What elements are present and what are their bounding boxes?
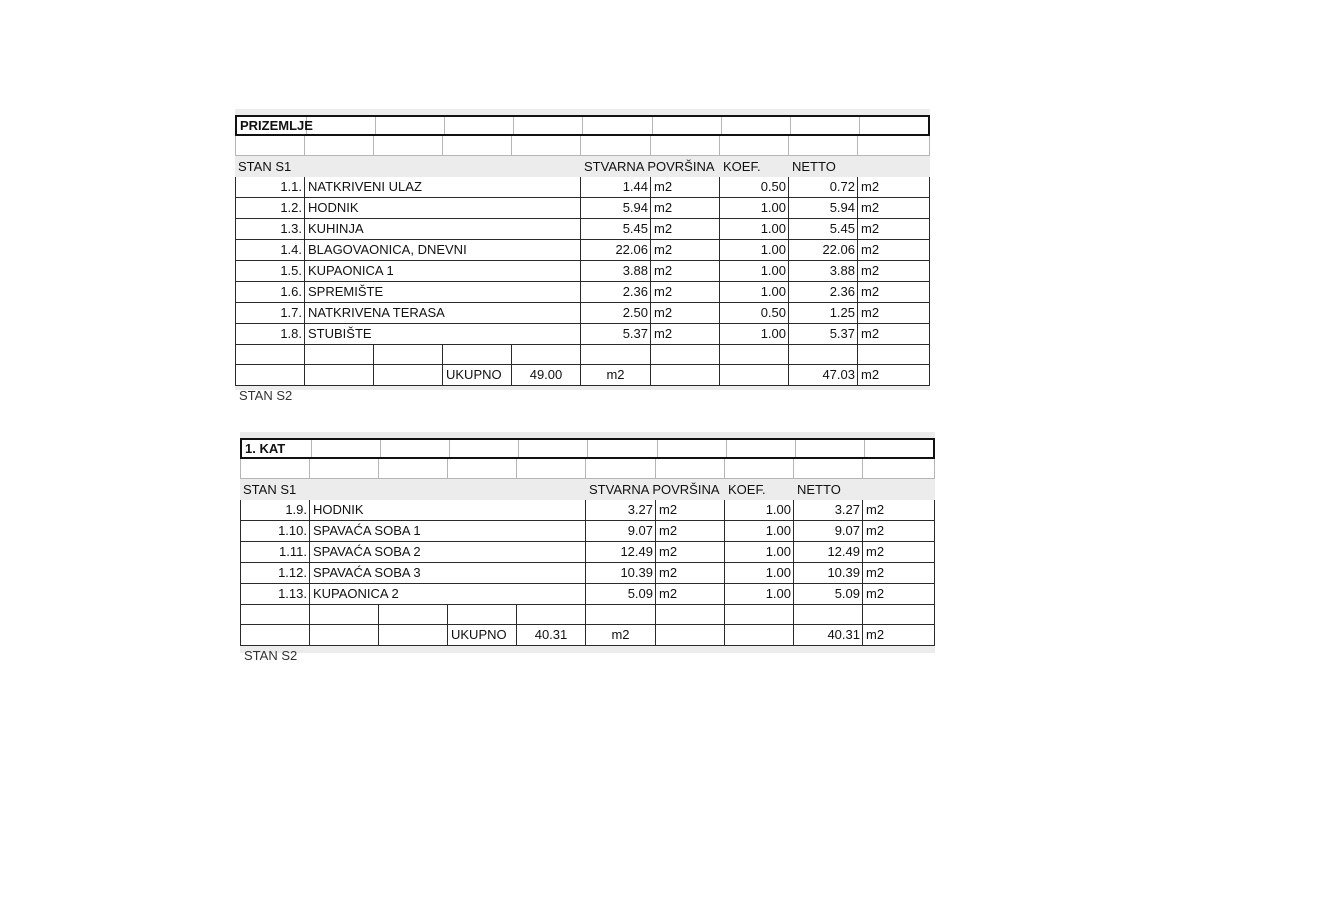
table-row — [235, 198, 930, 219]
room-area-unit: m2 — [651, 324, 720, 345]
room-number: 1.12. — [240, 563, 310, 584]
room-area: 1.44 — [581, 177, 651, 198]
total-area-unit: m2 — [581, 365, 651, 386]
room-area: 9.07 — [586, 521, 656, 542]
room-coefficient: 0.50 — [720, 177, 789, 198]
empty-row — [235, 345, 930, 365]
area-table-ground-floor — [235, 109, 930, 403]
table-row — [240, 500, 935, 521]
empty-cell — [863, 605, 935, 625]
room-area: 12.49 — [586, 542, 656, 563]
empty-cell — [379, 605, 448, 625]
total-label: UKUPNO — [448, 625, 517, 646]
empty-cell — [448, 459, 517, 479]
empty-cell — [312, 440, 381, 457]
header-actual-area: STVARNA POVRŠINA — [584, 159, 715, 174]
apartment-label: STAN S1 — [243, 482, 297, 497]
empty-cell — [863, 459, 935, 479]
header-coefficient: KOEF. — [728, 482, 766, 497]
empty-cell — [240, 605, 310, 625]
room-net-area: 9.07 — [794, 521, 863, 542]
empty-cell — [445, 117, 514, 134]
empty-cell — [720, 136, 789, 156]
room-net-area: 1.25 — [789, 303, 858, 324]
room-net-unit: m2 — [858, 198, 930, 219]
room-number: 1.9. — [240, 500, 310, 521]
empty-cell — [860, 117, 932, 134]
empty-cell — [305, 365, 374, 386]
empty-cell — [310, 625, 379, 646]
empty-cell — [727, 440, 796, 457]
empty-cell — [517, 605, 586, 625]
table-row — [235, 324, 930, 345]
room-area-unit: m2 — [656, 500, 725, 521]
room-net-area: 5.09 — [794, 584, 863, 605]
header-coefficient: KOEF. — [723, 159, 761, 174]
empty-cell — [583, 117, 653, 134]
room-area-unit: m2 — [651, 282, 720, 303]
table-row — [240, 521, 935, 542]
room-area: 2.36 — [581, 282, 651, 303]
empty-cell — [448, 605, 517, 625]
header-net: NETTO — [792, 159, 836, 174]
room-coefficient: 1.00 — [720, 198, 789, 219]
room-name: HODNIK — [305, 198, 581, 219]
room-area-unit: m2 — [651, 240, 720, 261]
empty-cell — [651, 365, 720, 386]
empty-cell — [656, 625, 725, 646]
empty-cell — [725, 625, 794, 646]
empty-cell — [653, 117, 722, 134]
blank-row — [240, 459, 935, 479]
column-header-row — [235, 156, 930, 177]
empty-cell — [789, 345, 858, 365]
empty-row — [240, 605, 935, 625]
empty-cell — [796, 440, 865, 457]
empty-cell — [519, 440, 588, 457]
room-coefficient: 1.00 — [725, 500, 794, 521]
apartment-label: STAN S1 — [238, 159, 292, 174]
room-area-unit: m2 — [651, 177, 720, 198]
empty-cell — [720, 365, 789, 386]
total-net-unit: m2 — [863, 625, 935, 646]
empty-cell — [443, 136, 512, 156]
table-row — [235, 219, 930, 240]
empty-cell — [512, 136, 581, 156]
room-net-unit: m2 — [858, 219, 930, 240]
total-area: 40.31 — [517, 625, 586, 646]
header-net: NETTO — [797, 482, 841, 497]
next-apartment-label-cutoff: STAN S2 — [244, 648, 298, 663]
room-area: 10.39 — [586, 563, 656, 584]
empty-cell — [305, 136, 374, 156]
empty-cell — [651, 136, 720, 156]
room-number: 1.2. — [235, 198, 305, 219]
table-title: PRIZEMLJE — [237, 117, 307, 134]
table-row — [240, 563, 935, 584]
room-coefficient: 0.50 — [720, 303, 789, 324]
table-row — [235, 177, 930, 198]
room-area: 22.06 — [581, 240, 651, 261]
room-name: BLAGOVAONICA, DNEVNI — [305, 240, 581, 261]
table-title: 1. KAT — [242, 440, 312, 457]
table-row — [235, 261, 930, 282]
total-area: 49.00 — [512, 365, 581, 386]
empty-cell — [658, 440, 727, 457]
table-row — [240, 542, 935, 563]
total-area-unit: m2 — [586, 625, 656, 646]
empty-cell — [305, 345, 374, 365]
room-number: 1.11. — [240, 542, 310, 563]
room-name: KUHINJA — [305, 219, 581, 240]
empty-cell — [517, 459, 586, 479]
empty-cell — [235, 345, 305, 365]
room-net-area: 12.49 — [794, 542, 863, 563]
room-net-unit: m2 — [858, 240, 930, 261]
header-actual-area: STVARNA POVRŠINA — [589, 482, 720, 497]
total-row — [235, 365, 930, 386]
room-area-unit: m2 — [656, 521, 725, 542]
empty-cell — [443, 345, 512, 365]
room-net-area: 22.06 — [789, 240, 858, 261]
room-area-unit: m2 — [651, 198, 720, 219]
empty-cell — [722, 117, 791, 134]
room-coefficient: 1.00 — [720, 324, 789, 345]
room-coefficient: 1.00 — [725, 542, 794, 563]
room-number: 1.3. — [235, 219, 305, 240]
empty-cell — [586, 605, 656, 625]
room-area-unit: m2 — [656, 584, 725, 605]
room-net-unit: m2 — [863, 521, 935, 542]
room-area-unit: m2 — [651, 303, 720, 324]
empty-cell — [376, 117, 445, 134]
room-number: 1.5. — [235, 261, 305, 282]
empty-cell — [725, 605, 794, 625]
table-row — [240, 584, 935, 605]
empty-cell — [865, 440, 937, 457]
room-coefficient: 1.00 — [725, 584, 794, 605]
room-number: 1.7. — [235, 303, 305, 324]
empty-cell — [581, 345, 651, 365]
table-row — [235, 282, 930, 303]
next-apartment-label-cutoff: STAN S2 — [239, 388, 293, 403]
room-net-unit: m2 — [863, 542, 935, 563]
empty-cell — [588, 440, 658, 457]
total-net-area: 40.31 — [794, 625, 863, 646]
room-coefficient: 1.00 — [720, 219, 789, 240]
table-title-row — [235, 115, 930, 136]
empty-cell — [450, 440, 519, 457]
room-name: HODNIK — [310, 500, 586, 521]
room-area-unit: m2 — [656, 563, 725, 584]
room-name: SPAVAĆA SOBA 3 — [310, 563, 586, 584]
total-net-area: 47.03 — [789, 365, 858, 386]
empty-cell — [374, 136, 443, 156]
room-name: SPAVAĆA SOBA 1 — [310, 521, 586, 542]
empty-cell — [310, 459, 379, 479]
room-net-area: 2.36 — [789, 282, 858, 303]
empty-cell — [720, 345, 789, 365]
empty-cell — [656, 459, 725, 479]
total-label: UKUPNO — [443, 365, 512, 386]
empty-cell — [235, 365, 305, 386]
room-net-unit: m2 — [858, 261, 930, 282]
room-coefficient: 1.00 — [725, 563, 794, 584]
room-net-area: 3.27 — [794, 500, 863, 521]
room-number: 1.6. — [235, 282, 305, 303]
room-net-unit: m2 — [863, 500, 935, 521]
total-net-unit: m2 — [858, 365, 930, 386]
empty-cell — [240, 625, 310, 646]
room-area: 5.37 — [581, 324, 651, 345]
room-area-unit: m2 — [651, 219, 720, 240]
empty-cell — [374, 345, 443, 365]
room-name: KUPAONICA 2 — [310, 584, 586, 605]
empty-cell — [307, 117, 376, 134]
room-net-area: 5.37 — [789, 324, 858, 345]
empty-cell — [310, 605, 379, 625]
room-net-unit: m2 — [858, 177, 930, 198]
area-table-first-floor — [240, 432, 935, 663]
total-row — [240, 625, 935, 646]
blank-row — [235, 136, 930, 156]
room-net-unit: m2 — [858, 282, 930, 303]
room-net-unit: m2 — [858, 324, 930, 345]
room-number: 1.13. — [240, 584, 310, 605]
table-title-row — [240, 438, 935, 459]
empty-cell — [374, 365, 443, 386]
room-net-unit: m2 — [858, 303, 930, 324]
room-number: 1.8. — [235, 324, 305, 345]
room-number: 1.10. — [240, 521, 310, 542]
room-name: SPREMIŠTE — [305, 282, 581, 303]
room-net-unit: m2 — [863, 584, 935, 605]
empty-cell — [651, 345, 720, 365]
room-area-unit: m2 — [656, 542, 725, 563]
room-name: NATKRIVENI ULAZ — [305, 177, 581, 198]
room-area: 5.94 — [581, 198, 651, 219]
room-area: 5.09 — [586, 584, 656, 605]
room-net-area: 3.88 — [789, 261, 858, 282]
empty-cell — [586, 459, 656, 479]
empty-cell — [858, 345, 930, 365]
room-number: 1.1. — [235, 177, 305, 198]
empty-cell — [379, 625, 448, 646]
room-name: KUPAONICA 1 — [305, 261, 581, 282]
empty-cell — [581, 136, 651, 156]
column-header-row — [240, 479, 935, 500]
empty-cell — [725, 459, 794, 479]
empty-cell — [794, 459, 863, 479]
empty-cell — [235, 136, 305, 156]
empty-cell — [512, 345, 581, 365]
empty-cell — [379, 459, 448, 479]
room-net-area: 10.39 — [794, 563, 863, 584]
room-area: 5.45 — [581, 219, 651, 240]
table-row — [235, 303, 930, 324]
empty-cell — [858, 136, 930, 156]
room-net-area: 5.45 — [789, 219, 858, 240]
room-coefficient: 1.00 — [720, 282, 789, 303]
room-number: 1.4. — [235, 240, 305, 261]
room-area: 3.27 — [586, 500, 656, 521]
room-area: 2.50 — [581, 303, 651, 324]
room-coefficient: 1.00 — [725, 521, 794, 542]
empty-cell — [240, 459, 310, 479]
room-net-unit: m2 — [863, 563, 935, 584]
empty-cell — [791, 117, 860, 134]
room-coefficient: 1.00 — [720, 261, 789, 282]
room-name: STUBIŠTE — [305, 324, 581, 345]
empty-cell — [514, 117, 583, 134]
empty-cell — [656, 605, 725, 625]
room-name: SPAVAĆA SOBA 2 — [310, 542, 586, 563]
empty-cell — [794, 605, 863, 625]
room-net-area: 5.94 — [789, 198, 858, 219]
empty-cell — [381, 440, 450, 457]
empty-cell — [789, 136, 858, 156]
room-name: NATKRIVENA TERASA — [305, 303, 581, 324]
room-area-unit: m2 — [651, 261, 720, 282]
room-coefficient: 1.00 — [720, 240, 789, 261]
table-row — [235, 240, 930, 261]
room-net-area: 0.72 — [789, 177, 858, 198]
room-area: 3.88 — [581, 261, 651, 282]
